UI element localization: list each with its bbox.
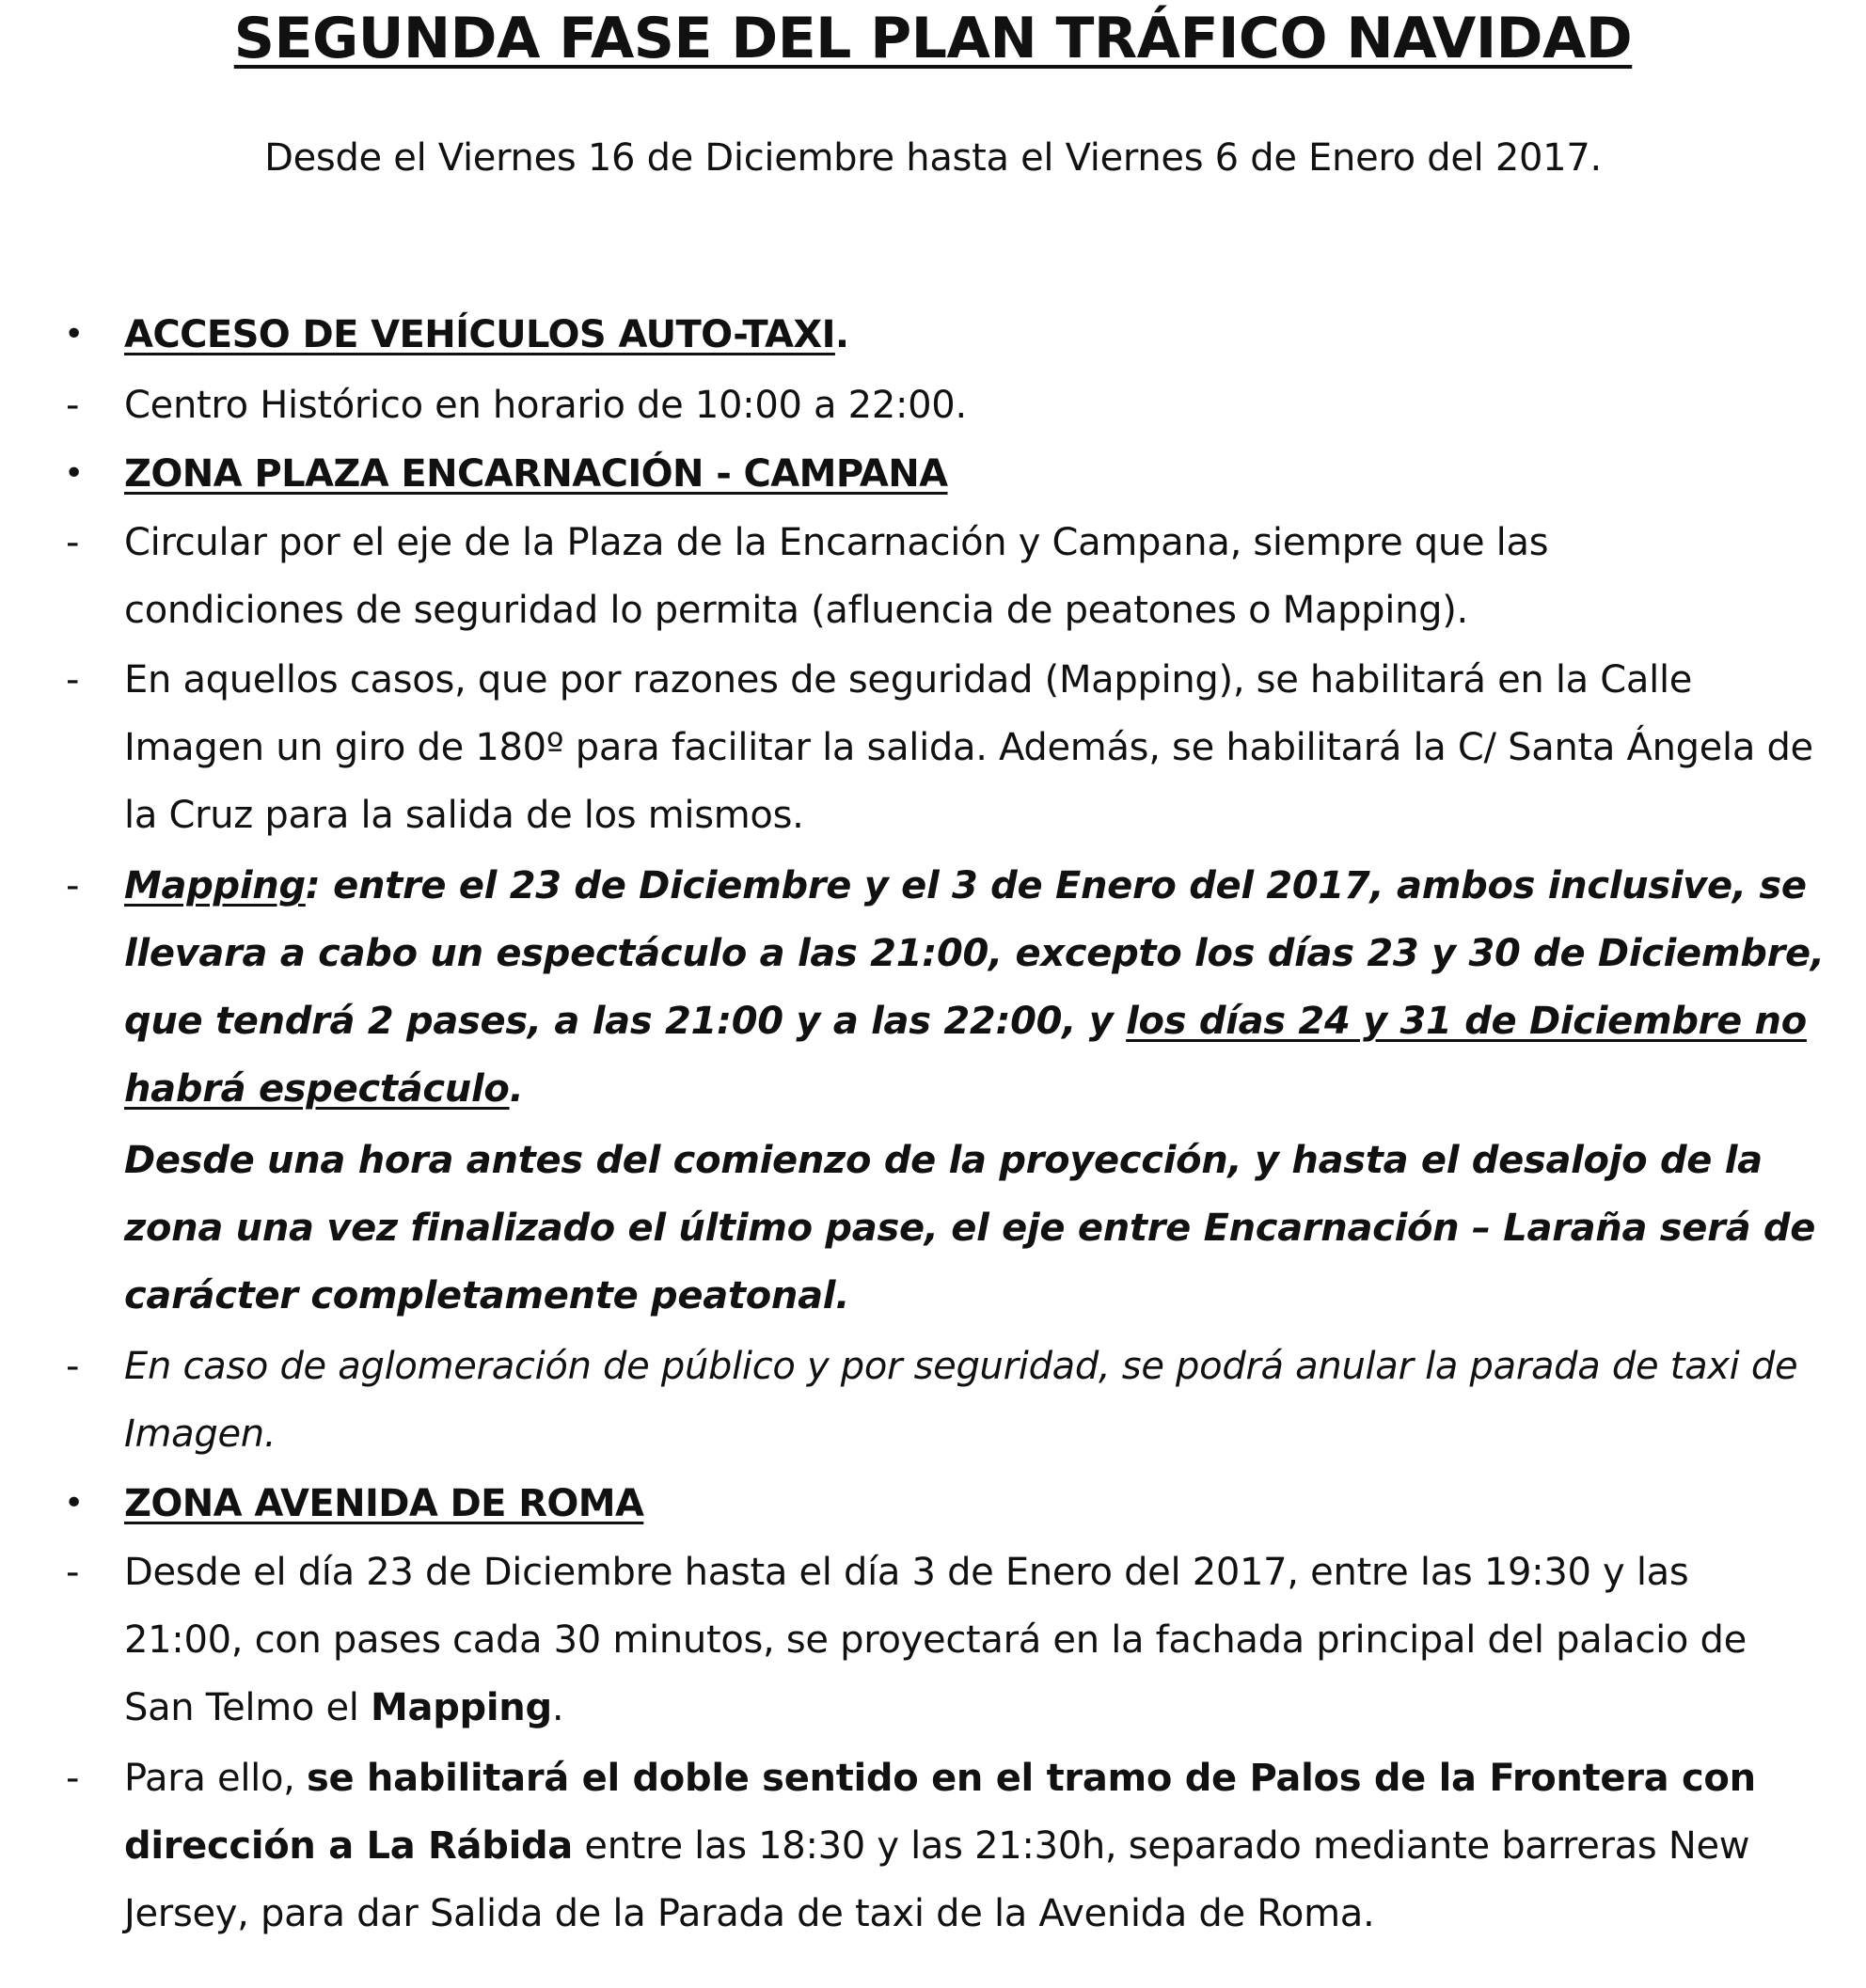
dash-marker: - [66,521,80,564]
document-title: SEGUNDA FASE DEL PLAN TRÁFICO NAVIDAD [233,6,1633,71]
bullet-marker: • [64,315,85,354]
date-range-subtitle: Desde el Viernes 16 de Diciembre hasta el Viernes 6 de Enero del 2017. [264,136,1602,180]
encarnacion-item-3-pedestrian-note: Desde una hora antes del comienzo de la proyección, y hasta el desalojo de la zona una vez finalizado el último pase, el eje entre Encarnación – Laraña será de carácter completamente peatonal. [124,1139,1816,1317]
dash-marker: - [66,1551,80,1594]
dash-marker: - [66,1345,80,1388]
encarnacion-item-4: En caso de aglomeración de público y por seguridad, se podrá anular la parada de taxi de Imagen. [124,1345,1798,1456]
no-show-notice: los días 24 y 31 de Diciembre no habrá espectáculo [124,1000,1807,1111]
section-heading-auto-taxi: ACCESO DE VEHÍCULOS AUTO-TAXI. [124,313,849,356]
encarnacion-item-2: En aquellos casos, que por razones de seguridad (Mapping), se habilitará en la Calle Imagen un giro de 180º para facilitar la salida. Además, se habilitará la C/ Santa Ángela de la Cruz para la salida de los mismos. [124,658,1813,837]
dash-marker: - [66,384,80,427]
section-heading-roma: ZONA AVENIDA DE ROMA [124,1482,644,1525]
section-heading-encarnacion: ZONA PLAZA ENCARNACIÓN - CAMPANA [124,452,948,496]
encarnacion-item-1: Circular por el eje de la Plaza de la Encarnación y Campana, siempre que las condiciones de seguridad lo permita (afluencia de peatones o Mapping). [124,521,1549,632]
double-direction-notice: se habilitará el doble sentido en el tramo de Palos de la Frontera con dirección a La Rábida [124,1757,1756,1868]
roma-item-2: Para ello, se habilitará el doble sentido en el tramo de Palos de la Frontera con dirección a La Rábida entre las 18:30 y las 21:30h, separado mediante barreras New Jersey, para dar Salida de la Parada de taxi de la Avenida de Roma. [124,1757,1756,1935]
dash-marker: - [66,1757,80,1800]
mapping-label: Mapping [124,864,306,907]
roma-item-1: Desde el día 23 de Diciembre hasta el día 3 de Enero del 2017, entre las 19:30 y las 21:00, con pases cada 30 minutos, se proyectará en la fachada principal del palacio de San Telmo el Mapping. [124,1551,1747,1729]
encarnacion-item-3: Mapping: entre el 23 de Diciembre y el 3 de Enero del 2017, ambos inclusive, se llevara a cabo un espectáculo a las 21:00, excepto los días 23 y 30 de Diciembre, que tendrá 2 pases, a las 21:00 y a las 22:00, y los días 24 y 31 de Diciembre no habrá espectáculo. [124,864,1825,1111]
bullet-marker: • [64,454,85,493]
dash-marker: - [66,658,80,702]
bullet-marker: • [64,1484,85,1523]
dash-marker: - [66,864,80,907]
auto-taxi-item-1: Centro Histórico en horario de 10:00 a 22:00. [124,384,967,427]
